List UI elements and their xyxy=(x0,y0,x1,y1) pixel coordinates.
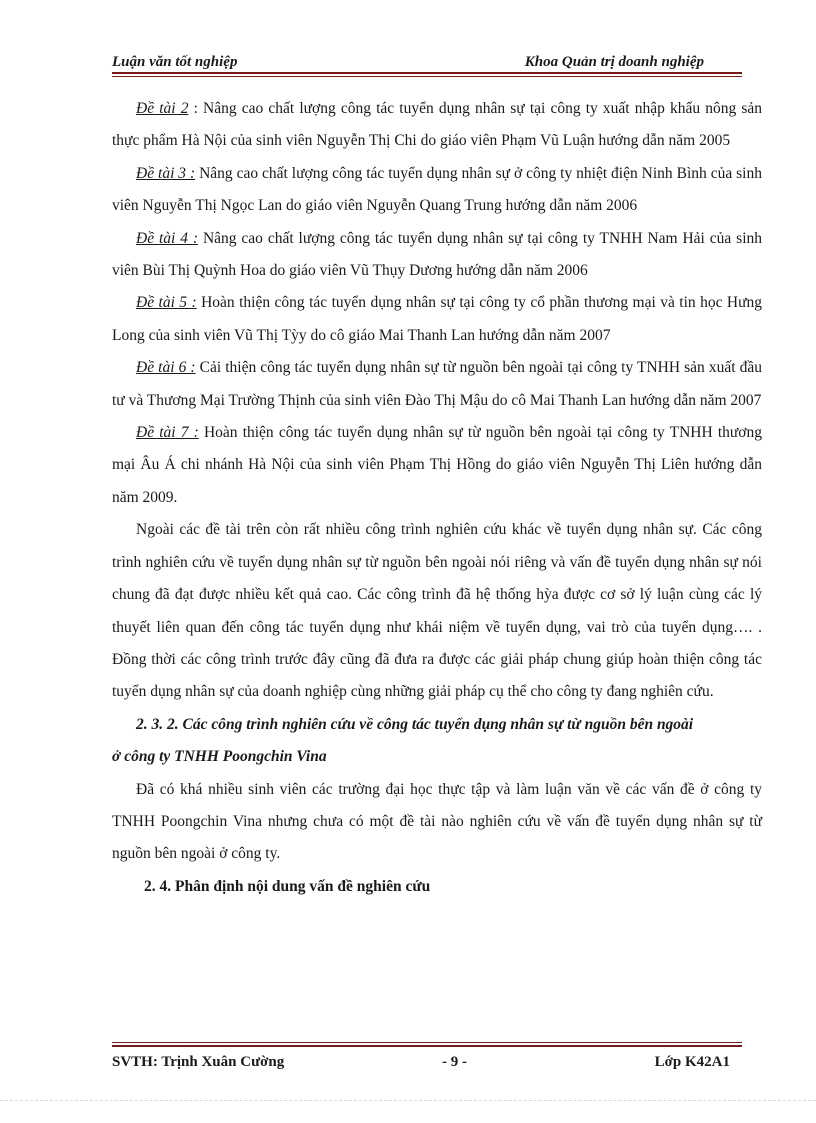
page-footer xyxy=(112,1052,742,1074)
topic-text: Nâng cao chất lượng công tác tuyển dụng nhân sự tại công ty TNHH Nam Hải của sinh viên Bùi Thị Quỳnh Hoa do giáo viên Vũ Thụy Dương hướng dẫn năm 2006 xyxy=(112,229,762,280)
section-heading-2-4: 2. 4. Phân định nội dung vấn đề nghiên cứu xyxy=(144,877,431,895)
topic-text: Hoàn thiện công tác tuyển dụng nhân sự tại công ty cổ phần thương mại và tin học Hưng Long của sinh viên Vũ Thị Tỳy do cô giáo Mai Thanh Lan hướng dẫn năm 2007 xyxy=(112,294,762,344)
header-faculty: Khoa Quản trị doanh nghiệp xyxy=(524,54,704,70)
paragraph-poongchin: Đã có khá nhiều sinh viên các trường đại học thực tập và làm luận văn về các vấn đề ở công ty TNHH Poongchin Vina nhưng chưa có một đề tài nào nghiên cứu về vấn đề tuyển dụng nhân sự từ nguồn bên ngoài ở công ty. xyxy=(112,780,762,863)
topic-7 xyxy=(112,417,762,514)
footer-student: SVTH: Trịnh Xuân Cường xyxy=(112,1054,285,1070)
topic-6 xyxy=(112,352,762,417)
section-heading-2-3-2 xyxy=(112,709,762,774)
topic-label: Đề tài 5 : xyxy=(136,294,197,312)
footer-class: Lớp K42A1 xyxy=(654,1054,730,1070)
topic-label: Đề tài 4 : xyxy=(136,229,199,247)
section-heading-line2: ở công ty TNHH Poongchin Vina xyxy=(112,748,327,766)
header-rule-thin xyxy=(112,76,742,77)
topic-label: Đề tài 2 xyxy=(136,100,189,117)
topic-4 xyxy=(112,223,762,288)
page-number: - 9 - xyxy=(442,1054,467,1070)
header-thesis-title: Luận văn tốt nghiệp xyxy=(112,54,238,70)
topic-label: Đề tài 6 : xyxy=(136,359,196,377)
topic-separator: : xyxy=(188,100,204,117)
section-heading-line1: 2. 3. 2. Các công trình nghiên cứu về công tác tuyển dụng nhân sự từ nguồn bên ngoài xyxy=(136,715,694,733)
topic-3 xyxy=(112,158,762,223)
topic-text: Hoàn thiện công tác tuyển dụng nhân sự từ nguồn bên ngoài tại công ty TNHH thương mại Âu Á chi nhánh Hà Nội của sinh viên Phạm Thị Hồng do giáo viên Nguyễn Thị Liên hướng dẫn năm 2009. xyxy=(112,424,763,506)
topic-text: Nâng cao chất lượng công tác tuyển dụng nhân sự ở công ty nhiệt điện Ninh Bình của sinh viên Nguyễn Thị Ngọc Lan do giáo viên Nguyễn Quang Trung hướng dẫn năm 2006 xyxy=(112,164,762,215)
topic-2 xyxy=(112,93,762,158)
header-rule-thick xyxy=(112,72,742,74)
topic-5 xyxy=(112,287,762,352)
topic-text: Cải thiện công tác tuyển dụng nhân sự từ nguồn bên ngoài tại công ty TNHH sản xuất đầu tư và Thương Mại Trường Thịnh của sinh viên Đào Thị Mậu do cô Mai Thanh Lan hướng dẫn năm 2007 xyxy=(112,359,763,409)
page-break-divider xyxy=(0,1100,816,1101)
topic-label: Đề tài 7 : xyxy=(136,424,199,442)
topic-text: Nâng cao chất lượng công tác tuyển dụng nhân sự tại công ty xuất nhập khẩu nông sản thực phẩm Hà Nội của sinh viên Nguyễn Thị Chi do giáo viên Phạm Vũ Luận hướng dẫn năm 2005 xyxy=(112,100,763,150)
footer-rule-thick xyxy=(112,1045,742,1047)
footer-rule-thin xyxy=(112,1042,742,1043)
body-content xyxy=(112,93,762,903)
paragraph-other-research: Ngoài các đề tài trên còn rất nhiều công trình nghiên cứu khác về tuyển dụng nhân sự. Các công trình nghiên cứu về tuyển dụng nhân sự từ nguồn bên ngoài nói riêng và vấn đề tuyển dụng nhân sự nói chung đã đạt được nhiều kết quả cao. Các công trình đã hệ thống hỳa được cơ sở lý luận cùng các lý thuyết liên quan đến công tác tuyển dụng như khái niệm về tuyển dụng, vai trò của tuyển dụng…. . Đồng thời các công trình trước đây cũng đã đưa ra được các giải pháp chung giúp hoàn thiện công tác tuyển dụng nhân sự của doanh nghiệp cùng những giải pháp cụ thể cho công ty đang nghiên cứu. xyxy=(112,521,762,701)
topic-label: Đề tài 3 : xyxy=(136,164,196,182)
page-header xyxy=(112,52,742,74)
